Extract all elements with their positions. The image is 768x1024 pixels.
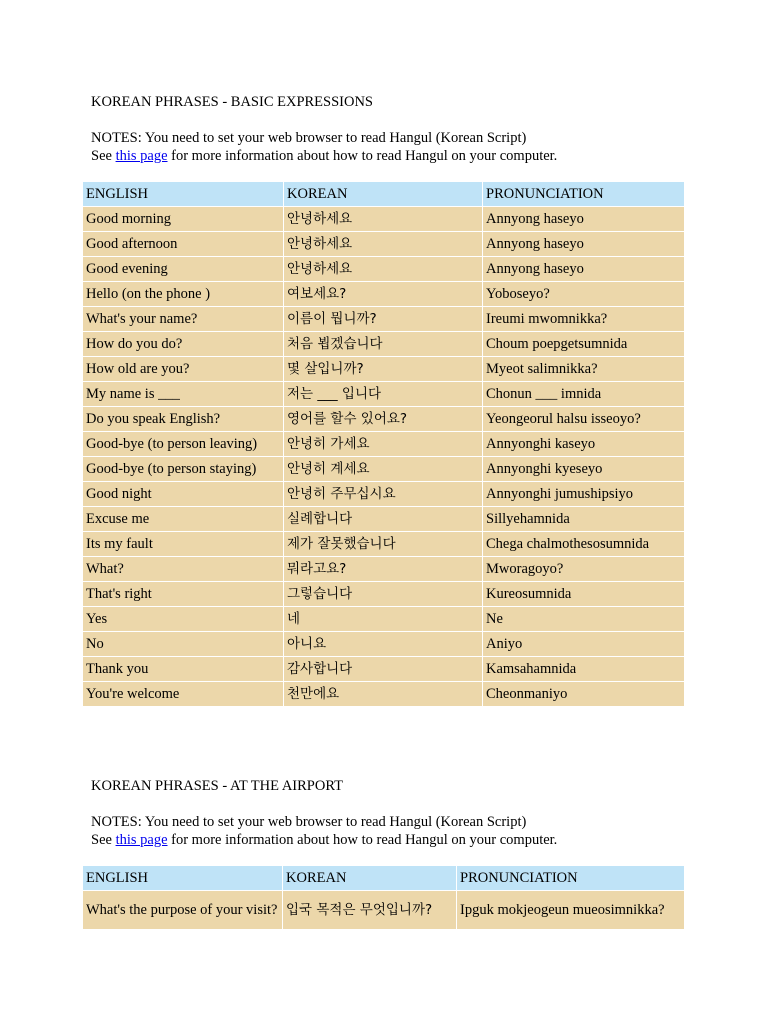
korean-cell: 입국 목적은 무엇입니까? (283, 891, 457, 930)
korean-cell: 안녕히 주무십시요 (284, 482, 483, 507)
table-row (83, 482, 685, 507)
korean-cell: 안녕하세요 (284, 232, 483, 257)
korean-cell: 실례합니다 (284, 507, 483, 532)
english-cell: You're welcome (83, 682, 284, 707)
english-cell: No (83, 632, 284, 657)
pronunciation-cell: Annyong haseyo (483, 232, 685, 257)
pronunciation-cell: Chega chalmothesosumnida (483, 532, 685, 557)
table-header-row (83, 182, 685, 207)
section-title-basic: KOREAN PHRASES - BASIC EXPRESSIONS (91, 94, 373, 110)
pronunciation-cell: Mworagoyo? (483, 557, 685, 582)
notes-see-line (91, 147, 557, 165)
korean-cell: 이름이 뭡니까? (284, 307, 483, 332)
pronunciation-cell: Yoboseyo? (483, 282, 685, 307)
table-row (83, 582, 685, 607)
english-cell: My name is ___ (83, 382, 284, 407)
header-pronunciation: PRONUNCIATION (483, 182, 685, 207)
pronunciation-cell: Ireumi mwomnikka? (483, 307, 685, 332)
pronunciation-cell: Chonun ___ imnida (483, 382, 685, 407)
header-pronunciation: PRONUNCIATION (457, 866, 685, 891)
korean-cell: 천만에요 (284, 682, 483, 707)
pronunciation-cell: Ipguk mokjeogeun mueosimnikka? (457, 891, 685, 930)
pronunciation-cell: Sillyehamnida (483, 507, 685, 532)
korean-cell: 뭐라고요? (284, 557, 483, 582)
english-cell: How old are you? (83, 357, 284, 382)
korean-cell: 안녕하세요 (284, 257, 483, 282)
english-cell: Good afternoon (83, 232, 284, 257)
header-korean: KOREAN (284, 182, 483, 207)
table-row (83, 507, 685, 532)
pronunciation-cell: Annyonghi jumushipsiyo (483, 482, 685, 507)
korean-cell: 영어를 할수 있어요? (284, 407, 483, 432)
pronunciation-cell: Yeongeorul halsu isseoyo? (483, 407, 685, 432)
table-header-row (83, 866, 685, 891)
header-korean: KOREAN (283, 866, 457, 891)
notes-line: NOTES: You need to set your web browser to read Hangul (Korean Script) (91, 130, 527, 146)
korean-cell: 감사합니다 (284, 657, 483, 682)
korean-cell: 안녕히 계세요 (284, 457, 483, 482)
korean-cell: 아니요 (284, 632, 483, 657)
notes-see-text: See (91, 832, 112, 848)
table-row (83, 232, 685, 257)
table-row (83, 357, 685, 382)
pronunciation-cell: Annyonghi kaseyo (483, 432, 685, 457)
english-cell: What's the purpose of your visit? (83, 891, 283, 930)
table-row (83, 407, 685, 432)
table-row (83, 457, 685, 482)
table-row (83, 382, 685, 407)
notes-see-line (91, 831, 557, 849)
pronunciation-cell: Myeot salimnikka? (483, 357, 685, 382)
table-row (83, 632, 685, 657)
korean-cell: 안녕하세요 (284, 207, 483, 232)
table-row (83, 557, 685, 582)
section-title-airport: KOREAN PHRASES - AT THE AIRPORT (91, 778, 343, 794)
korean-cell: 저는 ___ 입니다 (284, 382, 483, 407)
table-row (83, 307, 685, 332)
korean-cell: 안녕히 가세요 (284, 432, 483, 457)
korean-cell: 몇 살입니까? (284, 357, 483, 382)
pronunciation-cell: Annyong haseyo (483, 257, 685, 282)
notes-line: NOTES: You need to set your web browser to read Hangul (Korean Script) (91, 814, 527, 830)
english-cell: Its my fault (83, 532, 284, 557)
korean-cell: 여보세요? (284, 282, 483, 307)
korean-cell: 처음 뵙겠습니다 (284, 332, 483, 357)
table-row (83, 332, 685, 357)
english-cell: What? (83, 557, 284, 582)
table-row (83, 891, 685, 930)
pronunciation-cell: Annyonghi kyeseyo (483, 457, 685, 482)
header-english: ENGLISH (83, 182, 284, 207)
notes-see-text: See (91, 148, 112, 164)
pronunciation-cell: Ne (483, 607, 685, 632)
table-row (83, 282, 685, 307)
english-cell: How do you do? (83, 332, 284, 357)
pronunciation-cell: Kureosumnida (483, 582, 685, 607)
english-cell: Good evening (83, 257, 284, 282)
english-cell: Good morning (83, 207, 284, 232)
this-page-link[interactable]: this page (115, 832, 168, 848)
table-row (83, 682, 685, 707)
english-cell: Excuse me (83, 507, 284, 532)
english-cell: Do you speak English? (83, 407, 284, 432)
pronunciation-cell: Aniyo (483, 632, 685, 657)
pronunciation-cell: Annyong haseyo (483, 207, 685, 232)
pronunciation-cell: Choum poepgetsumnida (483, 332, 685, 357)
pronunciation-cell: Cheonmaniyo (483, 682, 685, 707)
airport-table (83, 866, 685, 930)
korean-cell: 그렇습니다 (284, 582, 483, 607)
english-cell: What's your name? (83, 307, 284, 332)
notes-rest-text: for more information about how to read Hangul on your computer. (171, 148, 558, 164)
english-cell: That's right (83, 582, 284, 607)
english-cell: Thank you (83, 657, 284, 682)
table-row (83, 657, 685, 682)
korean-cell: 제가 잘못했습니다 (284, 532, 483, 557)
table-row (83, 432, 685, 457)
english-cell: Good night (83, 482, 284, 507)
pronunciation-cell: Kamsahamnida (483, 657, 685, 682)
this-page-link[interactable]: this page (115, 148, 168, 164)
table-row (83, 257, 685, 282)
korean-cell: 네 (284, 607, 483, 632)
english-cell: Yes (83, 607, 284, 632)
english-cell: Good-bye (to person leaving) (83, 432, 284, 457)
table-row (83, 607, 685, 632)
table-row (83, 207, 685, 232)
basic-expressions-table (83, 182, 685, 707)
table-row (83, 532, 685, 557)
english-cell: Hello (on the phone ) (83, 282, 284, 307)
notes-rest-text: for more information about how to read Hangul on your computer. (171, 832, 558, 848)
header-english: ENGLISH (83, 866, 283, 891)
english-cell: Good-bye (to person staying) (83, 457, 284, 482)
